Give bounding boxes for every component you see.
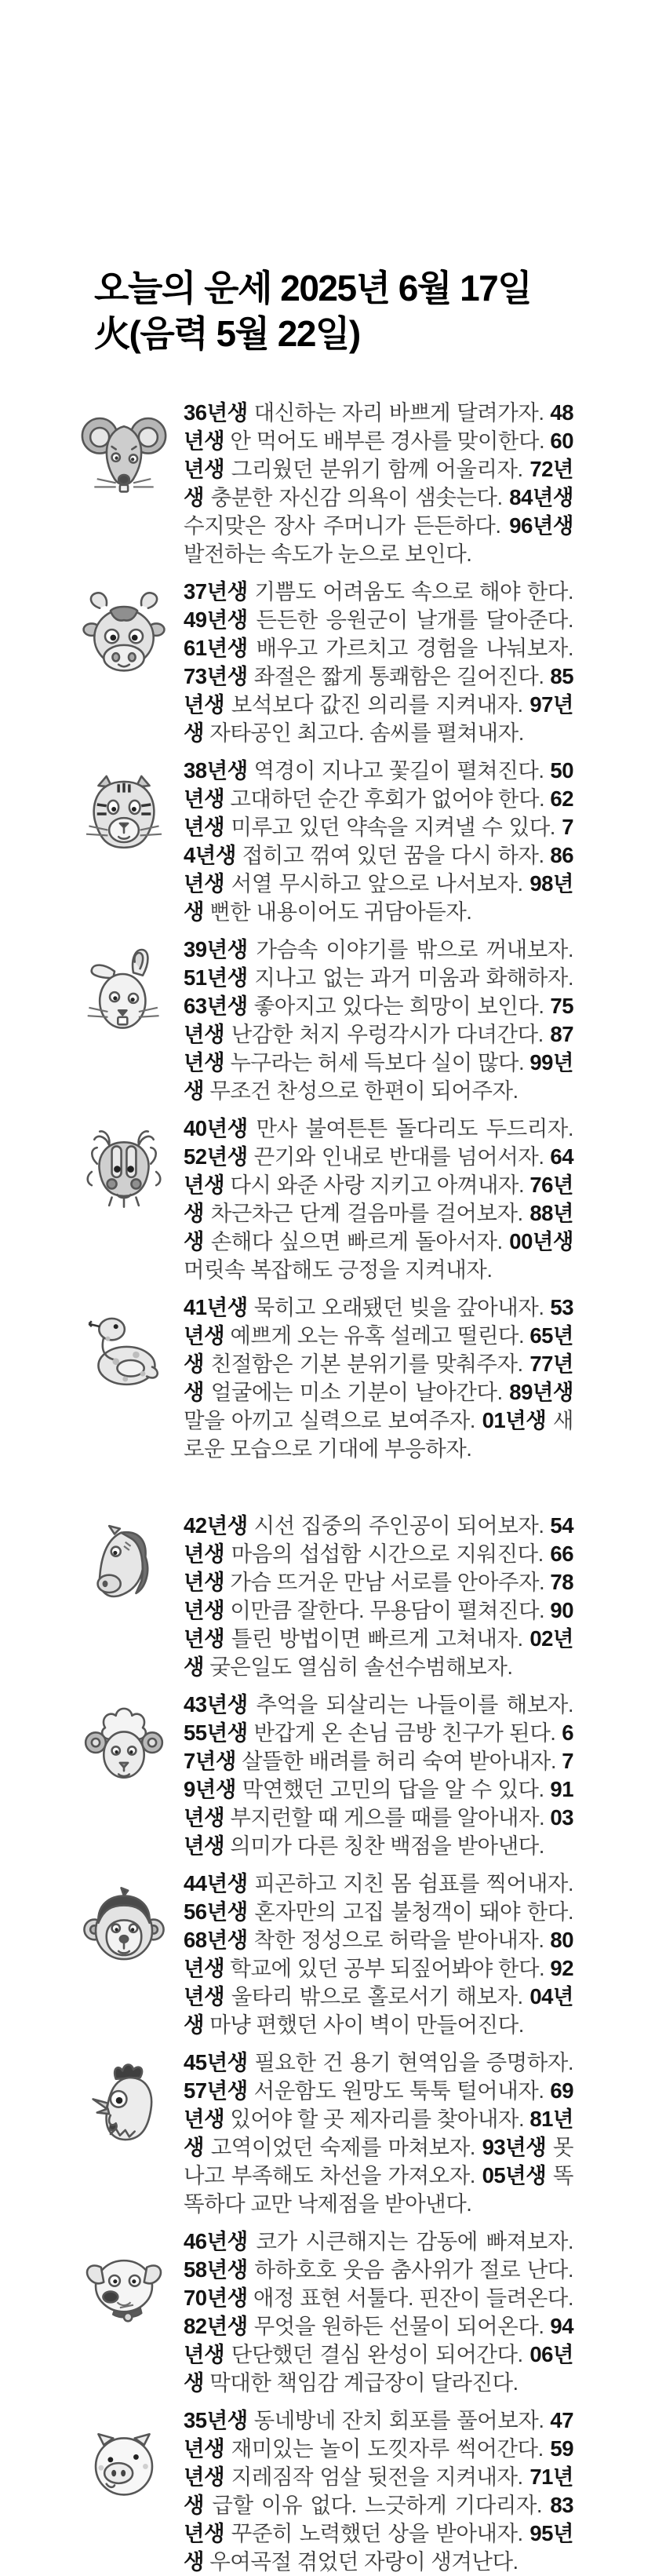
birth-year: 73년생 bbox=[184, 664, 248, 688]
birth-year: 90년생 bbox=[184, 1598, 573, 1651]
fortune-sentence: 고대하던 순간 후회가 없어야 한다. bbox=[224, 786, 551, 811]
birth-year: 56년생 bbox=[184, 1899, 248, 1924]
zodiac-section-tiger bbox=[64, 757, 573, 926]
birth-year: 04년생 bbox=[184, 1984, 573, 2037]
zodiac-section-dragon bbox=[64, 1115, 573, 1284]
fortune-sentence: 피곤하고 지친 몸 쉼표를 찍어내자. bbox=[247, 1871, 573, 1896]
fortune-sentence: 살뜰한 배려를 허리 숙여 받아내자. bbox=[235, 1749, 562, 1773]
birth-year: 93년생 bbox=[482, 2135, 547, 2159]
sheep-illustration bbox=[64, 1691, 184, 1799]
birth-year: 66년생 bbox=[184, 1542, 573, 1594]
fortune-text-rat bbox=[184, 399, 573, 568]
birth-year: 55년생 bbox=[184, 1720, 248, 1745]
fortune-sentence: 보석보다 값진 의리를 지켜내자. bbox=[224, 692, 530, 717]
fortune-sentence: 무엇을 원하든 선물이 되어온다. bbox=[247, 2314, 551, 2338]
birth-year: 84년생 bbox=[509, 485, 573, 509]
fortune-sentence: 애정 표현 서툴다. 핀잔이 들려온다. bbox=[247, 2286, 573, 2310]
fortune-sentence: 의미가 다른 칭찬 백점을 받아낸다. bbox=[224, 1833, 544, 1858]
zodiac-section-ox bbox=[64, 578, 573, 747]
fortune-sentence: 추억을 되살리는 나들이를 해보자. bbox=[247, 1692, 573, 1717]
birth-year: 63년생 bbox=[184, 994, 248, 1018]
fortune-sentence: 필요한 건 용기 현역임을 증명하자. bbox=[247, 2050, 573, 2074]
birth-year: 47년생 bbox=[184, 2408, 573, 2461]
zodiac-section-horse bbox=[64, 1512, 573, 1681]
tiger-illustration bbox=[64, 757, 184, 865]
fortune-sentence: 손해다 싶으면 빠르게 돌아서자. bbox=[204, 1229, 510, 1253]
birth-year: 79년생 bbox=[184, 1749, 573, 1801]
zodiac-section-rat bbox=[64, 399, 573, 568]
zodiac-section-sheep bbox=[64, 1691, 573, 1860]
birth-year: 51년생 bbox=[184, 965, 248, 990]
birth-year: 42년생 bbox=[184, 1513, 248, 1538]
fortune-sentence: 예쁘게 오는 유혹 설레고 떨린다. bbox=[224, 1323, 530, 1348]
snake-illustration bbox=[64, 1293, 184, 1402]
fortune-sentence: 가슴 뜨거운 만남 서로를 안아주자. bbox=[224, 1570, 551, 1594]
birth-year: 68년생 bbox=[184, 1928, 248, 1952]
birth-year: 83년생 bbox=[184, 2493, 573, 2545]
birth-year: 80년생 bbox=[184, 1928, 573, 1980]
birth-year: 37년생 bbox=[184, 579, 248, 604]
fortune-text-tiger bbox=[184, 757, 573, 926]
fortune-sentence: 하하호호 웃음 춤사위가 절로 난다. bbox=[247, 2257, 573, 2282]
fortune-sentence: 이만큼 잘한다. 무용담이 펼쳐진다. bbox=[224, 1598, 551, 1622]
birth-year: 53년생 bbox=[184, 1295, 573, 1348]
birth-year: 97년생 bbox=[184, 692, 573, 745]
birth-year: 48년생 bbox=[184, 400, 573, 453]
birth-year: 69년생 bbox=[184, 2078, 573, 2131]
zodiac-sections bbox=[0, 399, 655, 2576]
fortune-sentence: 좋아지고 있다는 희망이 보인다. bbox=[247, 994, 551, 1018]
fortune-sentence: 지레짐작 엄살 뒷전을 지켜내자. bbox=[224, 2465, 530, 2489]
fortune-sentence: 부지런할 때 게으를 때를 알아내자. bbox=[224, 1805, 551, 1830]
zodiac-section-dog bbox=[64, 2228, 573, 2397]
birth-year: 85년생 bbox=[184, 664, 573, 717]
pig-illustration bbox=[64, 2406, 184, 2515]
rat-illustration bbox=[64, 399, 184, 507]
fortune-sentence: 혼자만의 고집 불청객이 돼야 한다. bbox=[247, 1899, 573, 1924]
birth-year: 86년생 bbox=[184, 843, 573, 896]
fortune-sentence: 대신하는 자리 바쁘게 달려가자. bbox=[247, 400, 551, 425]
fortune-sentence: 못나고 부족해도 차선을 가져오자. bbox=[184, 2135, 573, 2187]
fortune-sentence: 착한 정성으로 허락을 받아내자. bbox=[247, 1928, 551, 1952]
zodiac-section-pig bbox=[64, 2406, 573, 2576]
fortune-sentence: 서운함도 원망도 툭툭 털어내자. bbox=[247, 2078, 551, 2103]
birth-year: 44년생 bbox=[184, 1871, 248, 1896]
birth-year: 82년생 bbox=[184, 2314, 248, 2338]
birth-year: 81년생 bbox=[184, 2107, 573, 2159]
fortune-sentence: 만사 불여튼튼 돌다리도 두드리자. bbox=[247, 1116, 573, 1140]
zodiac-section-snake bbox=[64, 1293, 573, 1463]
page-title-line2: 火(음력 5월 22일) bbox=[94, 313, 360, 354]
birth-year: 39년생 bbox=[184, 937, 248, 961]
birth-year: 92년생 bbox=[184, 1956, 573, 2009]
birth-year: 88년생 bbox=[184, 1201, 573, 1253]
birth-year: 61년생 bbox=[184, 636, 248, 660]
fortune-text-snake bbox=[184, 1293, 573, 1463]
fortune-sentence: 마음의 섭섭함 시간으로 지워진다. bbox=[224, 1542, 551, 1566]
dog-illustration bbox=[64, 2228, 184, 2336]
birth-year: 01년생 bbox=[482, 1408, 547, 1432]
birth-year: 95년생 bbox=[184, 2521, 573, 2574]
birth-year: 05년생 bbox=[482, 2163, 547, 2187]
birth-year: 74년생 bbox=[184, 815, 573, 867]
birth-year: 41년생 bbox=[184, 1295, 248, 1319]
fortune-sentence: 그리웠던 분위기 함께 어울리자. bbox=[224, 457, 530, 481]
fortune-sentence: 무조건 찬성으로 한편이 되어주자. bbox=[204, 1078, 519, 1103]
fortune-sentence: 말을 아끼고 실력으로 보여주자. bbox=[184, 1408, 482, 1432]
fortune-sentence: 난감한 처지 우렁각시가 다녀간다. bbox=[224, 1022, 551, 1046]
birth-year: 36년생 bbox=[184, 400, 248, 425]
birth-year: 35년생 bbox=[184, 2408, 248, 2432]
birth-year: 49년생 bbox=[184, 608, 248, 632]
fortune-text-sheep bbox=[184, 1691, 573, 1860]
birth-year: 38년생 bbox=[184, 758, 248, 783]
birth-year: 54년생 bbox=[184, 1513, 573, 1566]
fortune-text-monkey bbox=[184, 1870, 573, 2039]
fortune-sentence: 접히고 꺾여 있던 꿈을 다시 하자. bbox=[235, 843, 551, 867]
horse-illustration bbox=[64, 1512, 184, 1620]
page-title-line1: 오늘의 운세 2025년 6월 17일 bbox=[94, 268, 532, 308]
fortune-sentence: 고역이었던 숙제를 마쳐보자. bbox=[204, 2135, 482, 2159]
birth-year: 94년생 bbox=[184, 2314, 573, 2366]
fortune-sentence: 뻔한 내용이어도 귀담아듣자. bbox=[204, 899, 472, 924]
birth-year: 57년생 bbox=[184, 2078, 248, 2103]
fortune-text-rooster bbox=[184, 2049, 573, 2218]
fortune-text-pig bbox=[184, 2406, 573, 2576]
fortune-sentence: 얼굴에는 미소 기분이 날아간다. bbox=[204, 1380, 510, 1404]
fortune-sentence: 울타리 밖으로 홀로서기 해보자. bbox=[224, 1984, 530, 2009]
fortune-sentence: 친절함은 기본 분위기를 맞춰주자. bbox=[204, 1352, 530, 1376]
birth-year: 75년생 bbox=[184, 994, 573, 1046]
fortune-sentence: 단단했던 결심 완성이 되어간다. bbox=[224, 2342, 530, 2366]
fortune-text-horse bbox=[184, 1512, 573, 1681]
fortune-sentence: 머릿속 복잡해도 긍정을 지켜내자. bbox=[184, 1257, 493, 1282]
birth-year: 43년생 bbox=[184, 1692, 248, 1717]
zodiac-section-rooster bbox=[64, 2049, 573, 2218]
fortune-text-dragon bbox=[184, 1115, 573, 1284]
birth-year: 60년생 bbox=[184, 429, 573, 481]
fortune-text-ox bbox=[184, 578, 573, 747]
birth-year: 03년생 bbox=[184, 1805, 573, 1858]
ox-illustration bbox=[64, 578, 184, 686]
fortune-text-dog bbox=[184, 2228, 573, 2397]
birth-year: 02년생 bbox=[184, 1626, 573, 1679]
fortune-sentence: 미루고 있던 약속을 지켜낼 수 있다. bbox=[224, 815, 562, 839]
birth-year: 45년생 bbox=[184, 2050, 248, 2074]
fortune-sentence: 틀린 방법이면 빠르게 고쳐내자. bbox=[224, 1626, 530, 1651]
fortune-sentence: 지나고 없는 과거 미움과 화해하자. bbox=[247, 965, 573, 990]
zodiac-section-rabbit bbox=[64, 936, 573, 1105]
fortune-sentence: 새로운 모습으로 기대에 부응하자. bbox=[184, 1408, 573, 1461]
fortune-sentence: 우여곡절 겪었던 자랑이 생겨난다. bbox=[204, 2549, 519, 2574]
birth-year: 71년생 bbox=[184, 2465, 573, 2517]
fortune-sentence: 역경이 지나고 꽃길이 펼쳐진다. bbox=[247, 758, 551, 783]
birth-year: 59년생 bbox=[184, 2436, 573, 2489]
birth-year: 06년생 bbox=[184, 2342, 573, 2395]
birth-year: 70년생 bbox=[184, 2286, 248, 2310]
fortune-sentence: 막대한 책임감 계급장이 달라진다. bbox=[204, 2370, 519, 2395]
fortune-sentence: 수지맞은 장사 주머니가 든든하다. bbox=[184, 513, 510, 538]
fortune-sentence: 급할 이유 없다. 느긋하게 기다리자. bbox=[204, 2493, 551, 2517]
birth-year: 77년생 bbox=[184, 1352, 573, 1404]
birth-year: 91년생 bbox=[184, 1777, 573, 1830]
birth-year: 65년생 bbox=[184, 1323, 573, 1376]
fortune-text-rabbit bbox=[184, 936, 573, 1105]
fortune-sentence: 동네방네 잔치 회포를 풀어보자. bbox=[247, 2408, 551, 2432]
fortune-sentence: 안 먹어도 배부른 경사를 맞이한다. bbox=[224, 429, 551, 453]
fortune-sentence: 있어야 할 곳 제자리를 찾아내자. bbox=[224, 2107, 530, 2131]
fortune-sentence: 코가 시큰해지는 감동에 빠져보자. bbox=[247, 2229, 573, 2253]
fortune-sentence: 발전하는 속도가 눈으로 보인다. bbox=[184, 542, 472, 566]
fortune-sentence: 서열 무시하고 앞으로 나서보자. bbox=[224, 871, 530, 896]
birth-year: 67년생 bbox=[184, 1720, 573, 1773]
fortune-sentence: 자타공인 최고다. 솜씨를 펼쳐내자. bbox=[204, 721, 524, 745]
fortune-sentence: 막연했던 고민의 답을 알 수 있다. bbox=[235, 1777, 551, 1801]
rabbit-illustration bbox=[64, 936, 184, 1044]
birth-year: 64년생 bbox=[184, 1144, 573, 1197]
birth-year: 96년생 bbox=[509, 513, 573, 538]
page-title bbox=[0, 0, 655, 356]
monkey-illustration bbox=[64, 1870, 184, 1978]
fortune-sentence: 시선 집중의 주인공이 되어보자. bbox=[247, 1513, 551, 1538]
fortune-sentence: 학교에 있던 공부 되짚어봐야 한다. bbox=[224, 1956, 551, 1980]
fortune-sentence: 묵히고 오래됐던 빚을 갚아내자. bbox=[247, 1295, 551, 1319]
fortune-sentence: 기쁨도 어려움도 속으로 해야 한다. bbox=[247, 579, 573, 604]
birth-year: 00년생 bbox=[509, 1229, 573, 1253]
birth-year: 76년생 bbox=[184, 1173, 573, 1225]
fortune-sentence: 가슴속 이야기를 밖으로 꺼내보자. bbox=[247, 937, 573, 961]
zodiac-section-monkey bbox=[64, 1870, 573, 2039]
birth-year: 78년생 bbox=[184, 1570, 573, 1622]
birth-year: 99년생 bbox=[184, 1050, 573, 1103]
fortune-sentence: 똑똑하다 교만 낙제점을 받아낸다. bbox=[184, 2163, 573, 2216]
fortune-sentence: 끈기와 인내로 반대를 넘어서자. bbox=[247, 1144, 551, 1169]
rooster-illustration bbox=[64, 2049, 184, 2157]
birth-year: 52년생 bbox=[184, 1144, 248, 1169]
fortune-sentence: 꾸준히 노력했던 상을 받아내자. bbox=[224, 2521, 530, 2545]
birth-year: 72년생 bbox=[184, 457, 573, 509]
birth-year: 58년생 bbox=[184, 2257, 248, 2282]
fortune-sentence: 마냥 편했던 사이 벽이 만들어진다. bbox=[204, 2012, 524, 2037]
fortune-sentence: 재미있는 놀이 도낏자루 썩어간다. bbox=[224, 2436, 551, 2461]
fortune-sentence: 반갑게 온 손님 금방 친구가 된다. bbox=[247, 1720, 562, 1745]
birth-year: 98년생 bbox=[184, 871, 573, 924]
fortune-sentence: 든든한 응원군이 날개를 달아준다. bbox=[247, 608, 573, 632]
fortune-sentence: 차근차근 단계 걸음마를 걸어보자. bbox=[204, 1201, 530, 1225]
fortune-sentence: 다시 와준 사랑 지키고 아껴내자. bbox=[224, 1173, 530, 1197]
fortune-sentence: 좌절은 짧게 통쾌함은 길어진다. bbox=[247, 664, 551, 688]
birth-year: 50년생 bbox=[184, 758, 573, 811]
fortune-sentence: 충분한 자신감 의욕이 샘솟는다. bbox=[204, 485, 510, 509]
birth-year: 87년생 bbox=[184, 1022, 573, 1075]
fortune-sentence: 궂은일도 열심히 솔선수범해보자. bbox=[204, 1655, 513, 1679]
birth-year: 46년생 bbox=[184, 2229, 248, 2253]
birth-year: 62년생 bbox=[184, 786, 573, 839]
birth-year: 40년생 bbox=[184, 1116, 248, 1140]
fortune-sentence: 누구라는 허세 득보다 실이 많다. bbox=[224, 1050, 530, 1075]
birth-year: 89년생 bbox=[509, 1380, 573, 1404]
fortune-sentence: 배우고 가르치고 경험을 나눠보자. bbox=[247, 636, 573, 660]
dragon-illustration bbox=[64, 1115, 184, 1223]
